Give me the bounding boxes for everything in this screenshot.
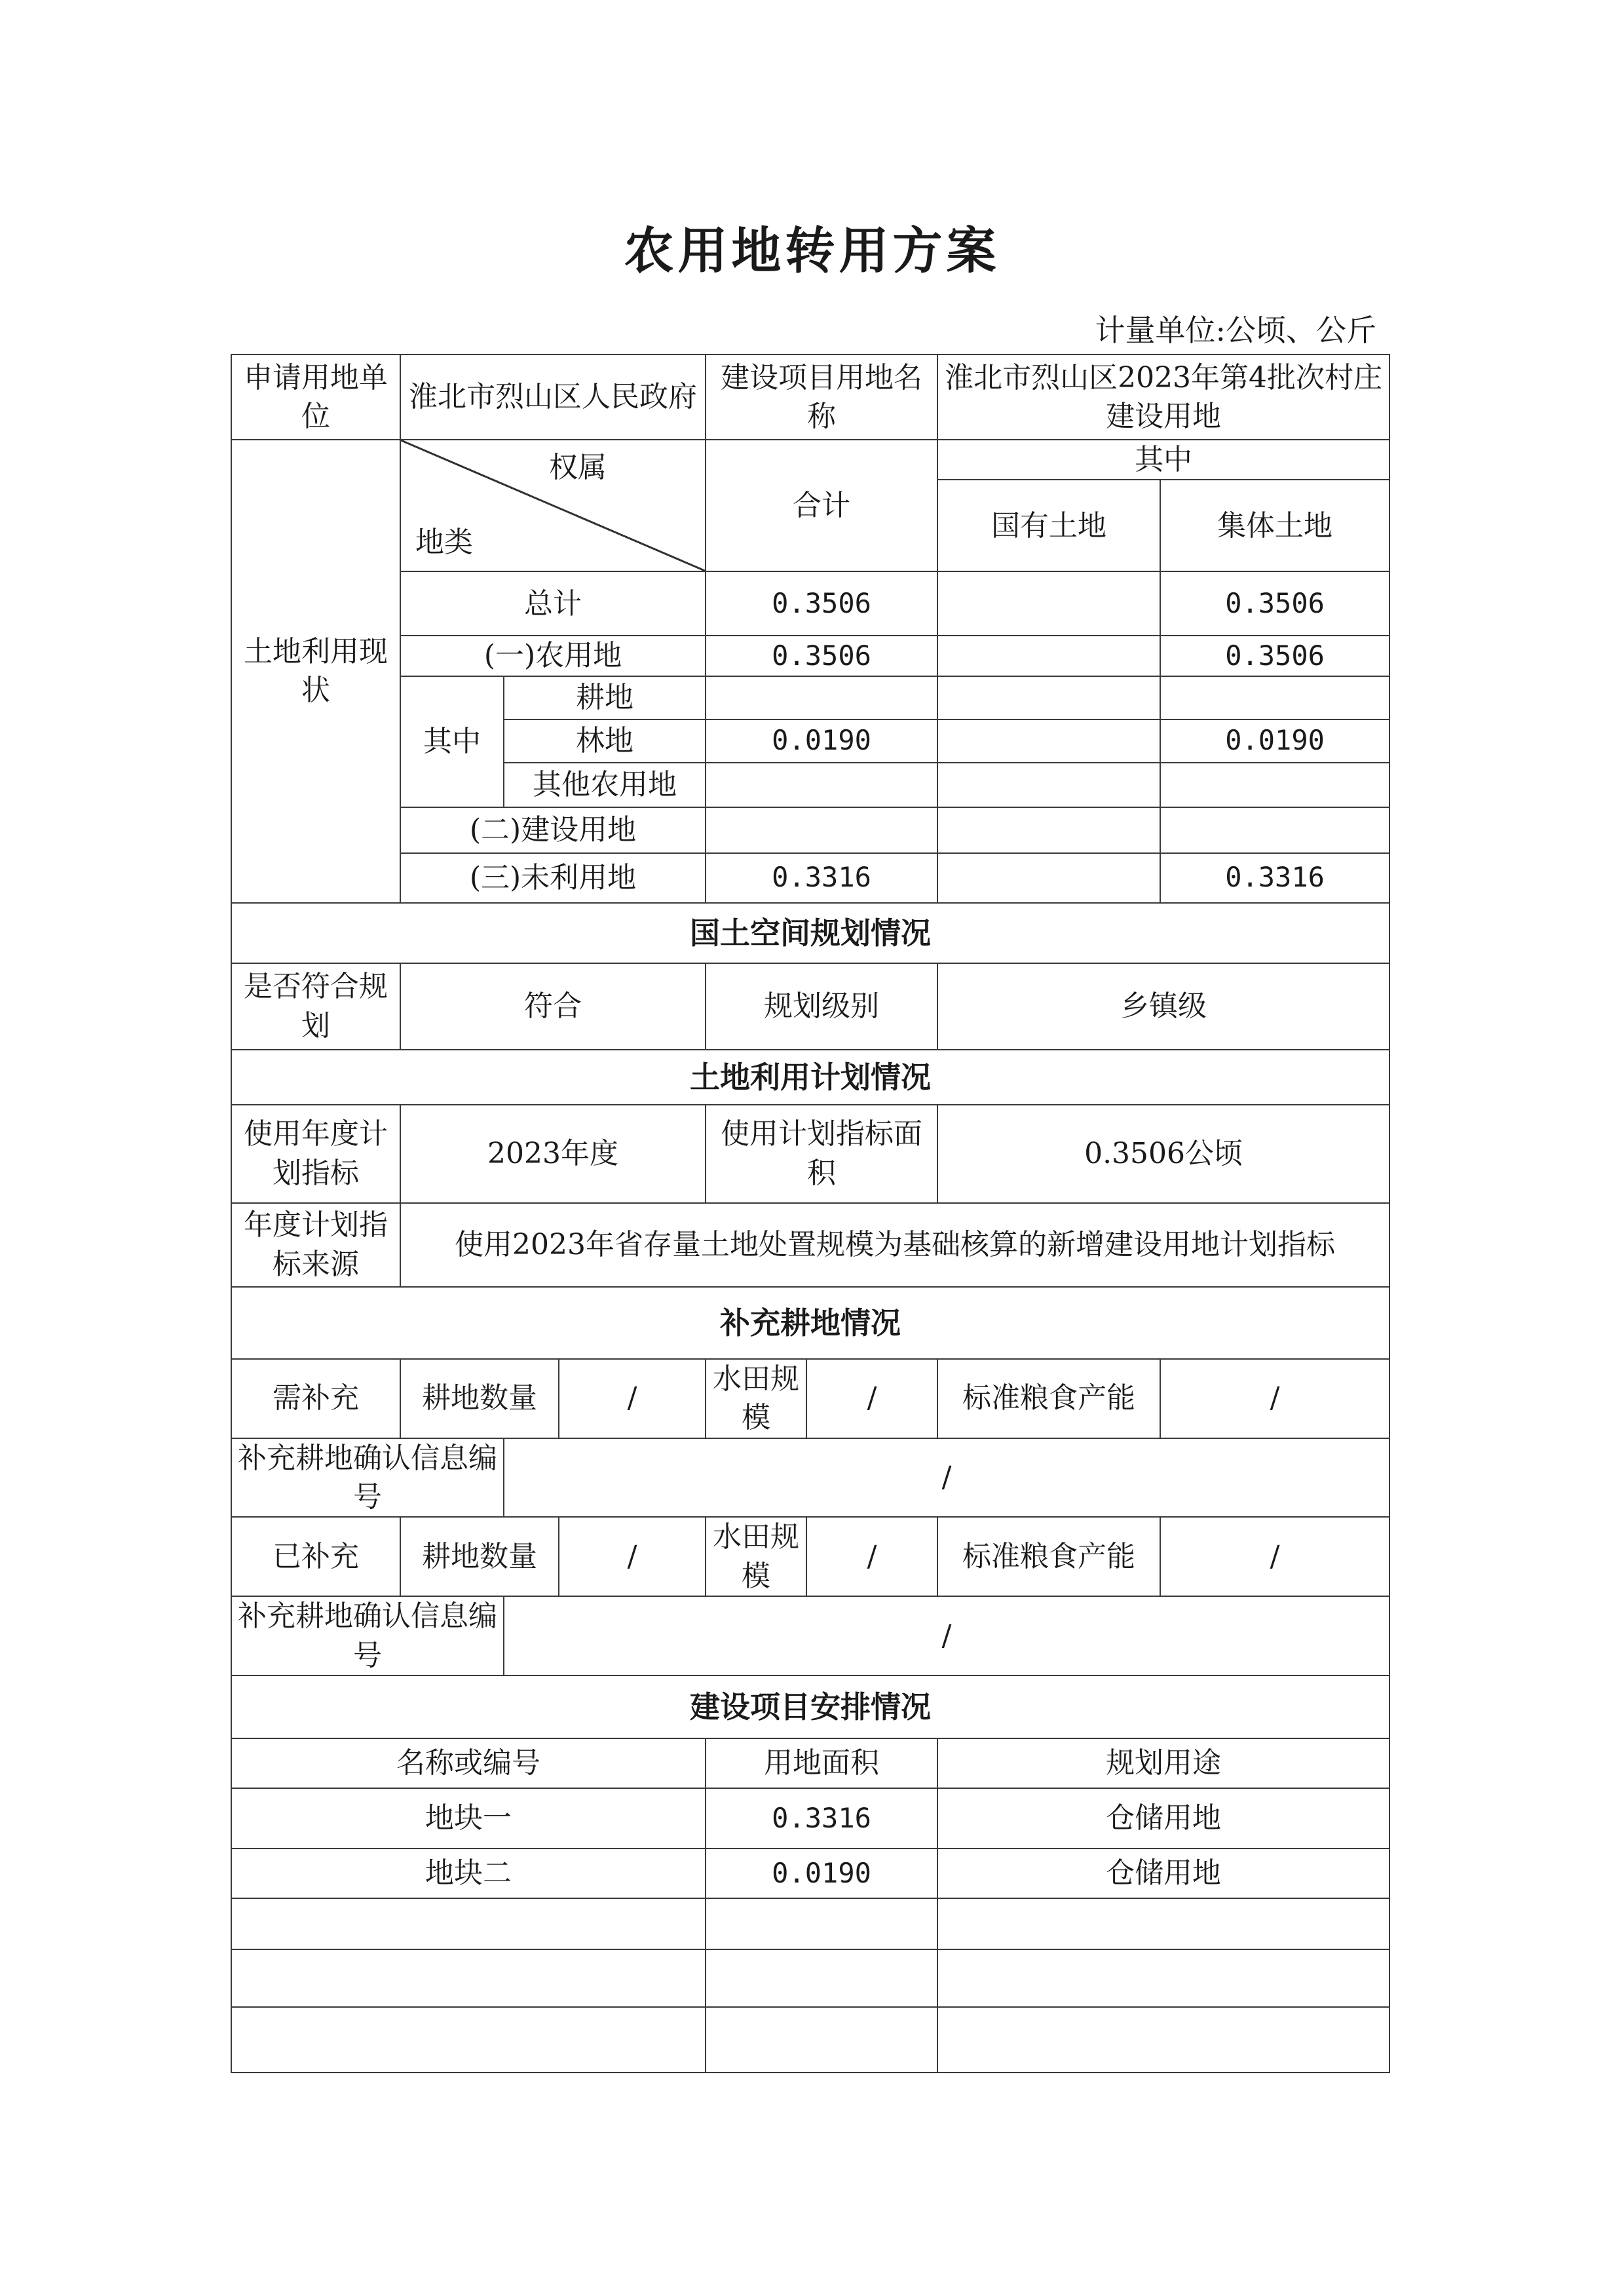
ownership-header: 权属 — [549, 451, 607, 484]
empty-cell — [231, 2007, 706, 2073]
total-value: 0.3506 — [706, 636, 937, 676]
farmland-supplement-section: 补充耕地情况 — [231, 1287, 1389, 1359]
plot-area: 0.3316 — [706, 1788, 937, 1848]
farmland-qty-value: / — [559, 1517, 706, 1596]
plot-use: 仓储用地 — [937, 1848, 1389, 1898]
farmland-qty-value: / — [559, 1359, 706, 1438]
grain-capacity-label: 标准粮食产能 — [937, 1517, 1160, 1596]
paddy-scale-label: 水田规模 — [706, 1359, 806, 1438]
collective-value: 0.3316 — [1160, 853, 1389, 903]
empty-cell — [706, 1898, 937, 1949]
use-column-header: 规划用途 — [937, 1738, 1389, 1788]
name-column-header: 名称或编号 — [231, 1738, 706, 1788]
empty-cell — [937, 1898, 1389, 1949]
done-supplement-label: 已补充 — [231, 1517, 400, 1596]
diagonal-header-cell — [400, 440, 706, 571]
row-label-forest: 林地 — [504, 719, 706, 763]
measurement-units: 计量单位:公顷、公斤 — [1095, 313, 1376, 348]
state-value — [937, 676, 1160, 719]
conversion-plan-table — [231, 354, 1390, 2073]
paddy-scale-label: 水田规模 — [706, 1517, 806, 1596]
empty-cell — [937, 2007, 1389, 2073]
grain-capacity-value: / — [1160, 1517, 1389, 1596]
farmland-qty-label: 耕地数量 — [400, 1359, 559, 1438]
collective-value: 0.3506 — [1160, 636, 1389, 676]
of-which-label: 其中 — [400, 676, 504, 807]
paddy-scale-value: / — [806, 1359, 937, 1438]
of-which-header: 其中 — [937, 440, 1389, 480]
state-value — [937, 853, 1160, 903]
total-value — [706, 807, 937, 853]
spatial-planning-section: 国土空间规划情况 — [231, 903, 1389, 963]
state-value — [937, 571, 1160, 636]
farmland-qty-label: 耕地数量 — [400, 1517, 559, 1596]
land-use-status-label: 土地利用现状 — [231, 440, 400, 903]
land-plan-section: 土地利用计划情况 — [231, 1050, 1389, 1105]
index-source-value: 使用2023年省存量土地处置规模为基础核算的新增建设用地计划指标 — [400, 1203, 1389, 1287]
state-value — [937, 636, 1160, 676]
total-value — [706, 676, 937, 719]
annual-index-label: 使用年度计划指标 — [231, 1105, 400, 1203]
row-label-total: 总计 — [400, 571, 706, 636]
grain-capacity-label: 标准粮食产能 — [937, 1359, 1160, 1438]
confirm-number-label: 补充耕地确认信息编号 — [231, 1438, 504, 1518]
applicant-value: 淮北市烈山区人民政府 — [400, 354, 706, 440]
applicant-label: 申请用地单位 — [231, 354, 400, 440]
empty-cell — [706, 1949, 937, 2007]
row-label-agricultural: (一)农用地 — [400, 636, 706, 676]
land-class-header: 地类 — [415, 526, 473, 559]
confirm-number-label: 补充耕地确认信息编号 — [231, 1596, 504, 1675]
confirm-number-value: / — [504, 1596, 1389, 1675]
conform-label: 是否符合规划 — [231, 963, 400, 1050]
area-column-header: 用地面积 — [706, 1738, 937, 1788]
plot-use: 仓储用地 — [937, 1788, 1389, 1848]
project-arrangement-section: 建设项目安排情况 — [231, 1675, 1389, 1738]
need-supplement-label: 需补充 — [231, 1359, 400, 1438]
page-title: 农用地转用方案 — [624, 221, 1000, 280]
confirm-number-value: / — [504, 1438, 1389, 1518]
grain-capacity-value: / — [1160, 1359, 1389, 1438]
row-label-unused: (三)未利用地 — [400, 853, 706, 903]
row-label-other-agri: 其他农用地 — [504, 763, 706, 807]
state-land-header: 国有土地 — [937, 480, 1160, 571]
empty-cell — [706, 2007, 937, 2073]
total-value: 0.0190 — [706, 719, 937, 763]
collective-land-header: 集体土地 — [1160, 480, 1389, 571]
row-label-construction: (二)建设用地 — [400, 807, 706, 853]
collective-value — [1160, 763, 1389, 807]
collective-value: 0.0190 — [1160, 719, 1389, 763]
total-value — [706, 763, 937, 807]
row-label-cultivated: 耕地 — [504, 676, 706, 719]
total-value: 0.3316 — [706, 853, 937, 903]
project-name-label: 建设项目用地名称 — [706, 354, 937, 440]
collective-value — [1160, 807, 1389, 853]
paddy-scale-value: / — [806, 1517, 937, 1596]
empty-cell — [231, 1898, 706, 1949]
index-area-label: 使用计划指标面积 — [706, 1105, 937, 1203]
collective-value: 0.3506 — [1160, 571, 1389, 636]
state-value — [937, 807, 1160, 853]
plot-name: 地块二 — [231, 1848, 706, 1898]
index-area-value: 0.3506公顷 — [937, 1105, 1389, 1203]
planning-level-value: 乡镇级 — [937, 963, 1389, 1050]
state-value — [937, 719, 1160, 763]
project-name-value: 淮北市烈山区2023年第4批次村庄建设用地 — [937, 354, 1389, 440]
annual-index-value: 2023年度 — [400, 1105, 706, 1203]
plot-area: 0.0190 — [706, 1848, 937, 1898]
empty-cell — [231, 1949, 706, 2007]
total-value: 0.3506 — [706, 571, 937, 636]
plot-name: 地块一 — [231, 1788, 706, 1848]
index-source-label: 年度计划指标来源 — [231, 1203, 400, 1287]
planning-level-label: 规划级别 — [706, 963, 937, 1050]
total-column-header: 合计 — [706, 440, 937, 571]
empty-cell — [937, 1949, 1389, 2007]
state-value — [937, 763, 1160, 807]
collective-value — [1160, 676, 1389, 719]
conform-value: 符合 — [400, 963, 706, 1050]
